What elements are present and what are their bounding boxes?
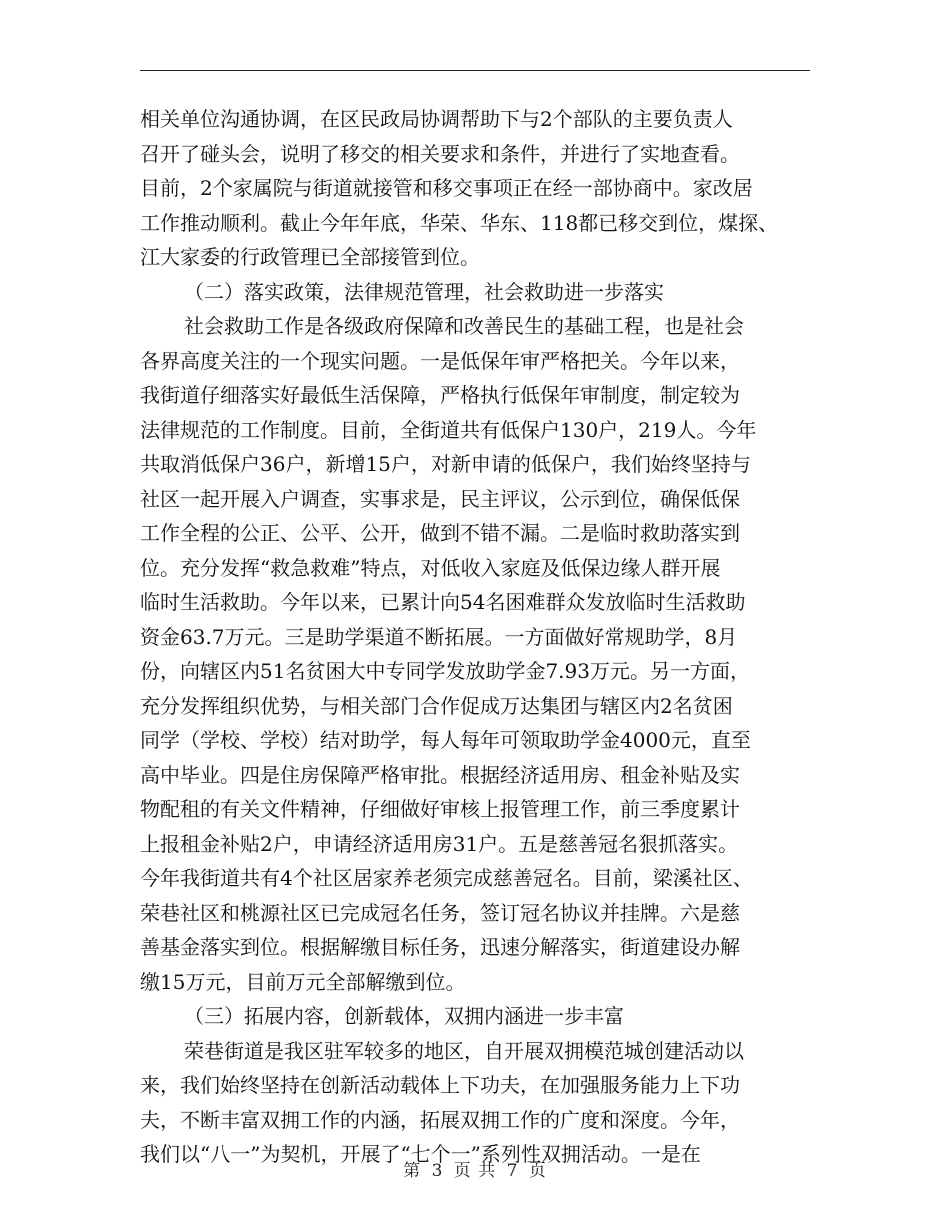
text-line: 同学（学校、学校）结对助学，每人每年可领取助学金4000元，直至 <box>140 728 751 752</box>
text-line: （二）落实政策，法律规范管理，社会救助进一步落实 <box>184 279 664 304</box>
text-line: 目前，2个家属院与街道就接管和移交事项正在经一部协商中。家改居 <box>140 176 753 200</box>
text-line: 我们以“八一”为契机，开展了“七个一”系列性双拥活动。一是在 <box>140 1142 701 1166</box>
text-line: 共取消低保户36户，新增15户，对新申请的低保户，我们始终坚持与 <box>140 452 751 476</box>
text-line: 临时生活救助。今年以来，已累计向54名困难群众发放临时生活救助 <box>140 590 746 614</box>
text-line: 缴15万元，目前万元全部解缴到位。 <box>140 969 466 994</box>
text-line: 社区一起开展入户调查，实事求是，民主评议，公示到位，确保低保 <box>140 486 740 511</box>
text-line: 善基金落实到位。根据解缴目标任务，迅速分解落实，街道建设办解 <box>140 935 740 959</box>
text-line: 物配租的有关文件精神，仔细做好审核上报管理工作，前三季度累计 <box>140 797 740 821</box>
text-line: 上报租金补贴2户，申请经济适用房31户。五是慈善冠名狠抓落实。 <box>140 831 739 856</box>
text-line: 荣巷社区和桃源社区已完成冠名任务，签订冠名协议并挂牌。六是慈 <box>140 900 740 925</box>
text-line: 位。充分发挥“救急救难”特点，对低收入家庭及低保边缘人群开展 <box>140 555 721 580</box>
text-line: 资金63.7万元。三是助学渠道不断拓展。一方面做好常规助学，8月 <box>140 624 738 649</box>
footer-middle: 页 共 <box>453 1161 497 1181</box>
footer-prefix: 第 <box>403 1161 422 1181</box>
text-line: 法律规范的工作制度。目前，全街道共有低保户130户，219人。今年 <box>140 417 757 442</box>
text-line: 我街道仔细落实好最低生活保障，严格执行低保年审制度，制定较为 <box>140 383 740 407</box>
footer-current-page: 3 <box>431 1161 444 1181</box>
text-line: 今年我街道共有4个社区居家养老须完成慈善冠名。目前，梁溪社区、 <box>140 866 753 890</box>
text-line: 各界高度关注的一个现实问题。一是低保年审严格把关。今年以来， <box>140 348 740 373</box>
footer-total-pages: 7 <box>506 1161 519 1181</box>
text-line: 江大家委的行政管理已全部接管到位。 <box>140 245 480 269</box>
text-line: 社会救助工作是各级政府保障和改善民生的基础工程，也是社会 <box>184 314 744 338</box>
text-line: 相关单位沟通协调，在区民政局协调帮助下与2个部队的主要负责人 <box>140 107 733 131</box>
text-line: 来，我们始终坚持在创新活动载体上下功夫，在加强服务能力上下功 <box>140 1073 740 1097</box>
text-line: 工作全程的公正、公平、公开，做到不错不漏。二是临时救助落实到 <box>140 521 740 545</box>
document-body <box>140 102 830 1172</box>
text-line: 召开了碰头会，说明了移交的相关要求和条件，并进行了实地查看。 <box>140 141 740 166</box>
text-line: 高中毕业。四是住房保障严格审批。根据经济适用房、租金补贴及实 <box>140 762 740 787</box>
text-line: （三）拓展内容，创新载体，双拥内涵进一步丰富 <box>184 1004 624 1028</box>
header-rule <box>140 70 810 71</box>
text-line: 充分发挥组织优势，与相关部门合作促成万达集团与辖区内2名贫困 <box>140 693 733 718</box>
text-line: 工作推动顺利。截止今年年底，华荣、华东、118都已移交到位，煤探、 <box>140 210 779 235</box>
text-line: 夫，不断丰富双拥工作的内涵，拓展双拥工作的广度和深度。今年， <box>140 1107 740 1132</box>
footer-suffix: 页 <box>528 1161 547 1181</box>
text-line: 荣巷街道是我区驻军较多的地区，自开展双拥模范城创建活动以 <box>184 1038 744 1063</box>
page-footer <box>0 1156 950 1181</box>
text-line: 份，向辖区内51名贫困大中专同学发放助学金7.93万元。另一方面， <box>140 659 750 683</box>
